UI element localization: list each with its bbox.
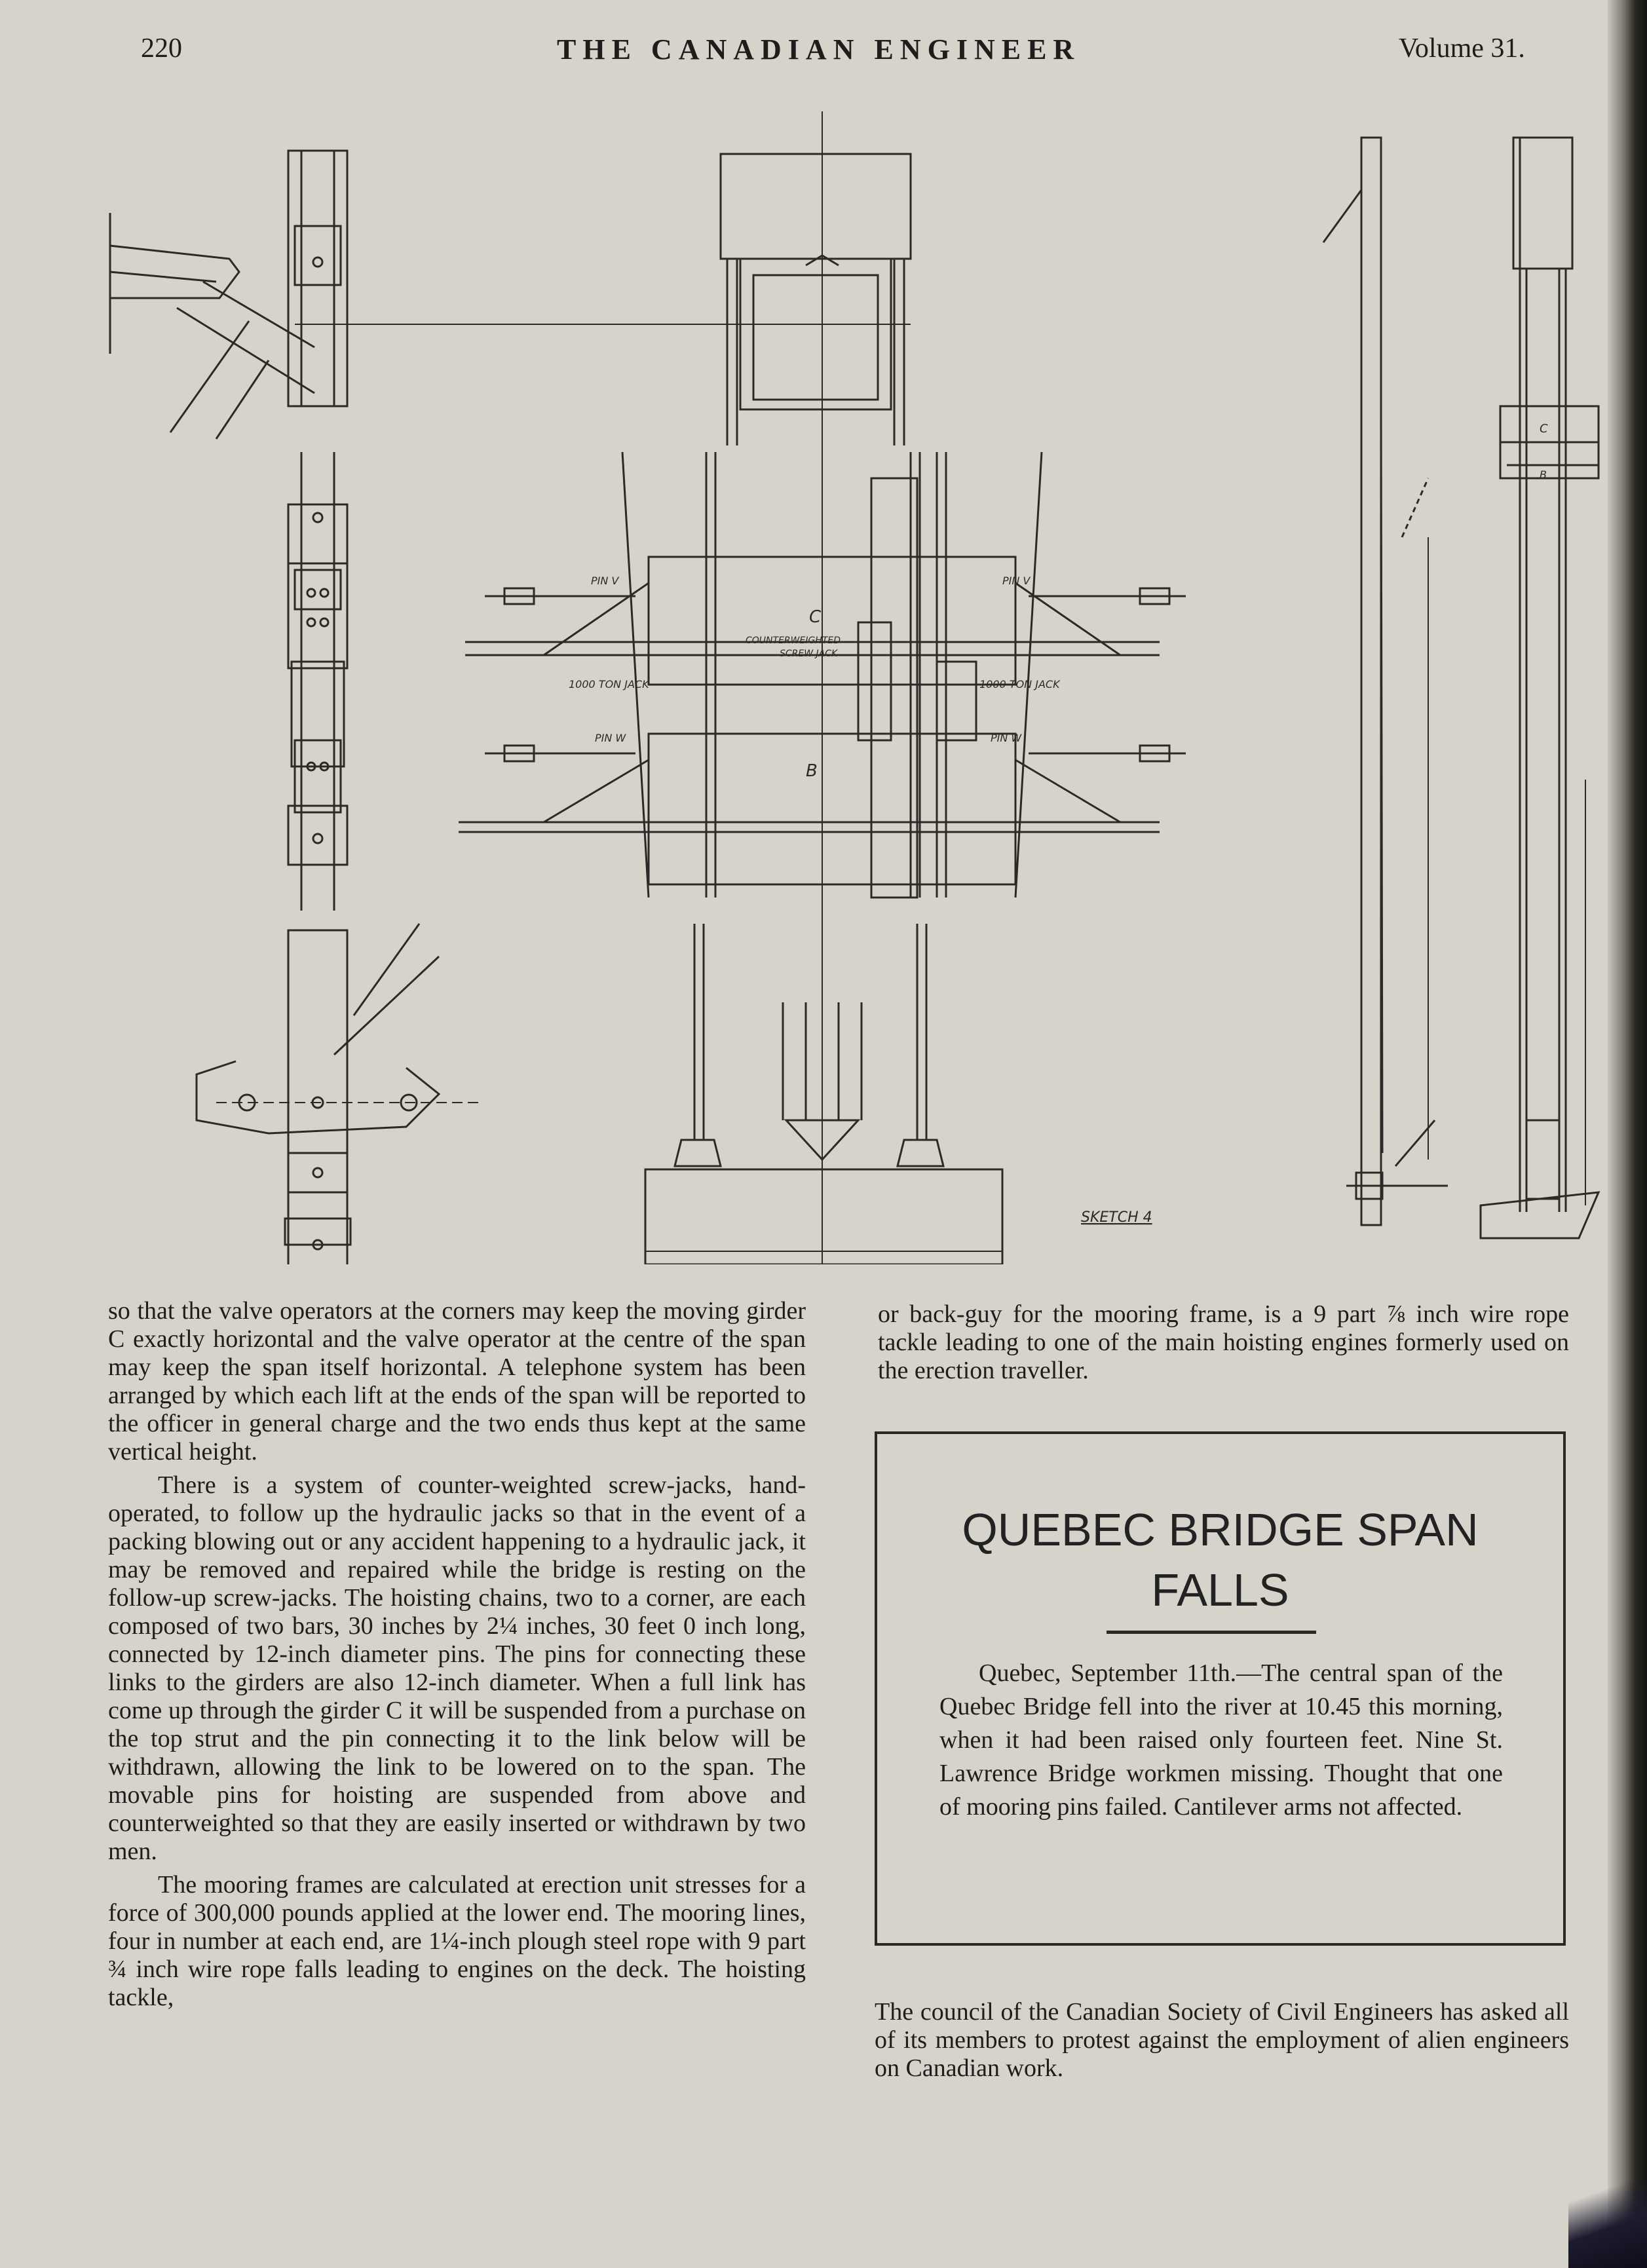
label-pin-w-right: PIN W	[991, 732, 1022, 744]
right-mooring-frame	[1323, 138, 1599, 1238]
right-column-top	[878, 1300, 1569, 1385]
page-corner-shadow	[1568, 2162, 1647, 2268]
bulletin-rule	[1107, 1631, 1316, 1634]
left-paragraph-1: so that the valve operators at the corners may keep the moving girder C exactly horizontal and the valve operator at the centre of the span may keep the span itself horizontal. A telephone system has been arranged by which each lift at the ends of the span will be reported to the officer in general charge and the two ends thus kept at the same vertical height.	[108, 1297, 806, 1465]
label-pin-w-left: PIN W	[595, 732, 626, 744]
label-right-b: B	[1540, 468, 1547, 481]
page-number: 220	[141, 33, 182, 64]
label-pin-v-left: PIN V	[591, 575, 619, 587]
bulletin-headline	[877, 1500, 1563, 1620]
right-column-bottom	[875, 1998, 1569, 2083]
label-sketch-4: SKETCH 4	[1081, 1209, 1152, 1226]
left-paragraph-2: There is a system of counter-weighted screw-jacks, hand-operated, to follow up the hydraulic jacks so that in the event of a packing blowing out or any accident happening to a hydraulic jack, it may be removed and repaired while the bridge is resting on the follow-up screw-jacks. The hoisting chains, two to a corner, are each composed of two bars, 30 inches by 2¼ inches, 30 feet 0 inch long, connected by 12-inch diameter pins. The pins for connecting these links to the girders are also 12-inch diameter. When a full link has come up through the girder C it will be suspended from a purchase on the top strut and the pin connecting it to the link below will be withdrawn, allowing the link to be lowered on to the span. The movable pins for hoisting are suspended from above and counterweighted so that they are easily inserted or withdrawn by two men.	[108, 1471, 806, 1865]
label-screw-jack: SCREW JACK	[780, 649, 838, 659]
news-bulletin-box	[875, 1431, 1566, 1946]
label-c: C	[809, 607, 822, 627]
bulletin-body: Quebec, September 11th.—The central span of the Quebec Bridge fell into the river at 10.45 this morning, when it had been raised only fourteen feet. Nine St. Lawrence Bridge workmen missing. Thought that one of mooring pins failed. Cantilever arms not affected.	[939, 1659, 1503, 1821]
bulletin-headline-line-1: QUEBEC BRIDGE SPAN	[962, 1504, 1479, 1555]
left-chord-elevation	[110, 151, 911, 1264]
label-counterweighted: COUNTERWEIGHTED	[746, 635, 841, 646]
page-binding-edge	[1608, 0, 1647, 2268]
left-paragraph-3: The mooring frames are calculated at erection unit stresses for a force of 300,000 pounds applied at the lower end. The mooring lines, four in number at each end, are 1¼-inch plough steel rope with 9 part ¾ inch wire rope falls leading to engines on the deck. The hoisting tackle,	[108, 1871, 806, 2011]
label-b: B	[806, 761, 818, 781]
left-column	[108, 1297, 806, 2012]
label-pin-v-right: PIN V	[1002, 575, 1031, 587]
bulletin-headline-line-2: FALLS	[1151, 1564, 1289, 1616]
engineering-sketch	[98, 111, 1612, 1264]
label-jack-right: 1000 TON JACK	[979, 678, 1060, 690]
right-paragraph-2: The council of the Canadian Society of Civil Engineers has asked all of its members to protest against the employment of alien engineers on Canadian work.	[875, 1998, 1569, 2082]
centre-jack-elevation	[459, 111, 1186, 1264]
label-jack-left: 1000 TON JACK	[569, 678, 649, 690]
label-right-c: C	[1540, 422, 1548, 436]
volume-label: Volume 31.	[1399, 33, 1525, 64]
journal-title: THE CANADIAN ENGINEER	[557, 33, 1081, 66]
right-paragraph-1: or back-guy for the mooring frame, is a 9 part ⅞ inch wire rope tackle leading to one of the main hoisting engines formerly used on the erection traveller.	[878, 1300, 1569, 1384]
